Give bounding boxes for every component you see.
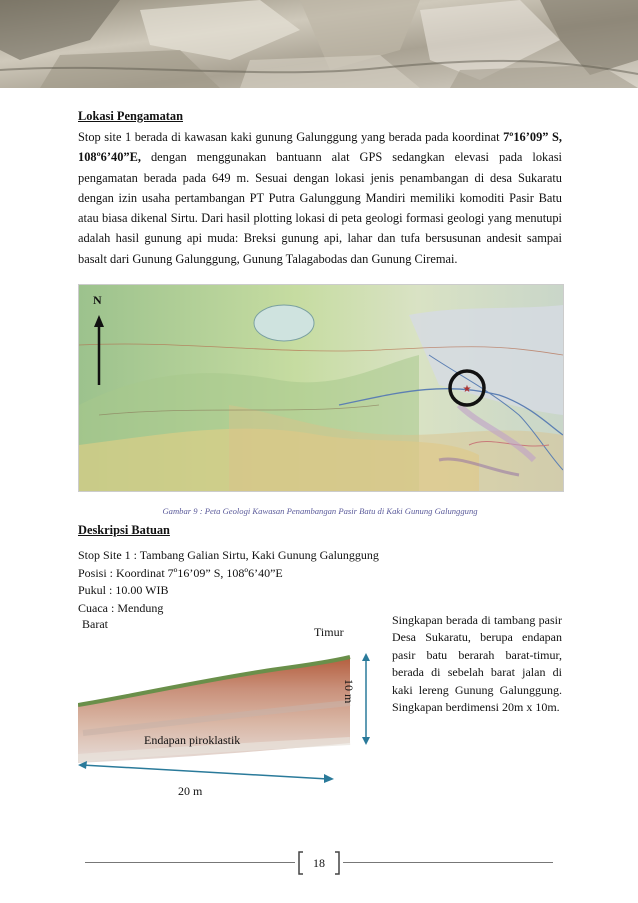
info-line-time: Pukul : 10.00 WIB xyxy=(78,583,169,597)
coordinate-bold: 7º16’09” S, 108º6’40”E, xyxy=(78,130,562,165)
svg-text:★: ★ xyxy=(462,384,472,395)
location-paragraph xyxy=(78,127,562,269)
page-number: 18 xyxy=(313,856,325,870)
north-label: N xyxy=(93,293,102,307)
stop-site-info xyxy=(78,547,379,617)
east-label: Timur xyxy=(314,625,344,639)
section-heading-lokasi: Lokasi Pengamatan xyxy=(78,109,183,123)
info-line-weather: Cuaca : Mendung xyxy=(78,600,164,615)
footer-rule-left xyxy=(85,862,295,863)
geology-map xyxy=(78,284,564,492)
info-line-position: Posisi : Koordinat 7º16’09” S, 108º6’40”E xyxy=(78,565,283,580)
west-label: Barat xyxy=(82,617,108,631)
header-rock-banner xyxy=(0,0,638,88)
footer-rule-right xyxy=(343,862,553,863)
paragraph-intro: Stop site 1 berada di kawasan kaki gunung Galunggung yang berada pada koordinat xyxy=(78,130,504,144)
width-label: 20 m xyxy=(178,784,203,798)
map-caption: Gambar 9 : Peta Geologi Kawasan Penambangan Pasir Batu di Kaki Gunung Galunggung xyxy=(162,506,478,516)
height-label: 10 m xyxy=(342,679,356,704)
section-heading-deskripsi: Deskripsi Batuan xyxy=(78,523,170,537)
outcrop-description: Singkapan berada di tambang pasir Desa Sukaratu, berupa endapan pasir batu berarah barat-timur, berada di sebelah barat jalan di kaki lereng Gunung Galunggung. Singkapan berdimensi 20m x 10m. xyxy=(392,613,562,715)
info-line-site: Stop Site 1 : Tambang Galian Sirtu, Kaki Gunung Galunggung xyxy=(78,548,379,562)
paragraph-body: dengan menggunakan bantuann alat GPS sedangkan elevasi pada lokasi pengamatan berada pada 649 m. Sesuai dengan lokasi jenis penambangan di desa Sukaratu dengan izin usaha pertambangan PT Putra Galunggung Mandiri memiliki komoditi Pasir Batu atau biasa dikenal Sirtu. Dari hasil plotting lokasi di peta geologi formasi geologi yang menutupi adalah hasil gunung api muda: Breksi gunung api, lahar dan tufa bersusunan andesit sampai basalt dari Gunung Galunggung, Gunung Talagabodas dan Gunung Ciremai. xyxy=(78,150,562,266)
outcrop-sketch xyxy=(78,613,378,803)
layer-label: Endapan piroklastik xyxy=(144,733,241,747)
